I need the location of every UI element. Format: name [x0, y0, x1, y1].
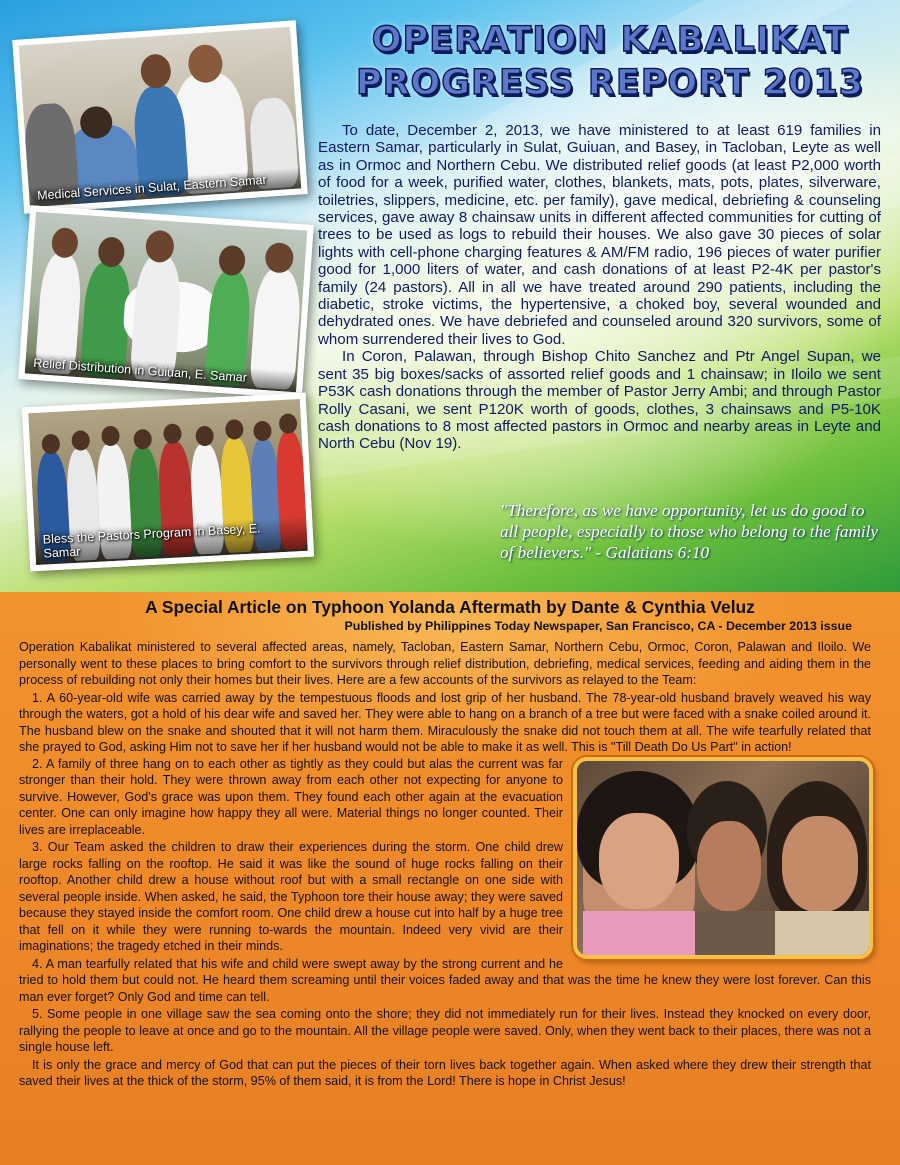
survivor-account: 1. A 60-year-old wife was carried away by the tempestuous floods and lost grip of her husband. The 78-year-old husband bravely weaved his way through the waters, got a hold of his dear wife and saved her. They were able to hang on a branch of a tree but were faced with a snake coiled around it. The husband blew on the snake and shouted that it will not harm them. Miraculously the snake did not touch them at all. The wife tearfully related that she prayed to God, asking Him not to save her if her husband would not be able to make it as well. This is "Till Death Do Us Part" in action!: [19, 690, 871, 754]
photo-caption: Bless the Pastors Program in Basey, E. Samar: [34, 516, 307, 565]
article-byline: Published by Philippines Today Newspaper, San Francisco, CA - December 2013 issue: [344, 619, 852, 633]
report-title-line2: PROGRESS REPORT 2013: [355, 63, 865, 103]
intro-paragraph: In Coron, Palawan, through Bishop Chito Sanchez and Ptr Angel Supan, we sent 35 big boxes/sacks of assorted relief goods and 1 chainsaw; in Iloilo we sent P53K cash donations through the member of Pastor Jerry Ambi; and through Pastor Rolly Casani, we sent P120K worth of goods, clothes, 3 chainsaws and P5-10K cash donations to 8 most affected pastors in Ormoc and nearby areas in Leyte and North Cebu (Nov 19).: [318, 348, 881, 453]
article-closing: It is only the grace and mercy of God that can put the pieces of their torn lives back together again. When asked where they drew their strength that saved their lives at the thick of the storm, 95% of them said, it is from the Lord! There is hope in Christ Jesus!: [19, 1057, 871, 1088]
article-intro-paragraph: Operation Kabalikat ministered to several affected areas, namely, Tacloban, Eastern Samar, Northern Cebu, Ormoc, Coron, Palawan and Iloilo. We personally went to these places to bring comfort to the survivors through relief distribution, debriefing, medical services, feeding and aiding them in the process of rebuilding not only their homes but their lives. Here are a few accounts of the survivors as relayed to the Team:: [19, 640, 871, 687]
photo-relief-distribution: [18, 205, 313, 398]
special-article-section: [0, 592, 900, 1165]
photo-caption: Medical Services in Sulat, Eastern Samar: [29, 167, 302, 207]
report-intro: [318, 122, 881, 453]
survivor-account: 2. A family of three hang on to each other as tightly as they could but alas the current was far stronger than their hold. They were thrown away from each other not expecting for anyone to survive. However, God's grace was upon them. They found each other again at the evacuation center. One can only imagine how happy they all were. Material things no longer counted. Their lives are irreplaceable.: [19, 756, 563, 837]
survivor-account: 4. A man tearfully related that his wife and child were swept away by the strong current and he tried to hold them but could not. He heard them screaming until their voices faded away and that was the time he knew they were lost forever. Can this man ever forget? Only God and time can tell.: [19, 956, 871, 1004]
photo-medical-services: [12, 20, 307, 213]
article-title: A Special Article on Typhoon Yolanda Aftermath by Dante & Cynthia Veluz: [145, 597, 755, 617]
report-title-line1: OPERATION KABALIKAT: [371, 20, 849, 60]
survivor-account: 3. Our Team asked the children to draw their experiences during the storm. One child drew large rocks falling on the rooftop. He said it was like the sound of huge rocks falling on their rooftop. Another child drew a house without roof but with a small rectangle on one side with several people inside. When asked, he said, the Typhoon tore their house away; they were saved because they stayed inside the comfort room. One child drew a house cut into half by a huge tree that fell on it while they were running to-wards the mountain. Indeed very vivid are their imaginations; the tragedy etched in their minds.: [19, 840, 563, 953]
scripture-quote: "Therefore, as we have opportunity, let us do good to all people, especially to those who belong to the family of believers." - Galatians 6:10: [500, 501, 879, 562]
photo-caption: Relief Distribution in Guiuan, E. Samar: [25, 352, 298, 392]
survivor-account: 5. Some people in one village saw the sea coming onto the shore; they did not immediately run for their lives. Instead they knocked on every door, rallying the people to leave at once and go to the mountain. All the village people were saved. Only, when they went back to their places, there was not a single house left.: [19, 1007, 871, 1054]
photo-pastors-program: [22, 393, 314, 572]
article-body: [19, 639, 871, 1091]
children-photo-icon: [573, 757, 873, 959]
intro-paragraph: To date, December 2, 2013, we have ministered to at least 619 families in Eastern Samar, particularly in Sulat, Guiuan, and Basey, in Tacloban, Leyte as well as in Ormoc and Northern Cebu. We distributed relief goods (at least P2,000 worth of food for a week, purified water, clothes, blankets, mats, pots, plates, silverware, toiletries, slippers, medicine, etc. per family), gave medical, debriefing & counseling services, gave away 8 chainsaw units in different affected communities for cutting of trees to be used as logs to rebuild their houses. We also gave 30 pieces of solar lights with cell-phone charging features & AM/FM radio, 196 pieces of water purifier good for 1,000 liters of water, and cash donations of at least P2-4K per pastor's family (24 pastors). All in all we have treated around 290 patients, including the diabetic, stroke victims, the hypertensive, a choked boy, several wounded and dehydrated ones. We have debriefed and counseled around 320 survivors, some of whom surrendered their lives to God.: [318, 122, 881, 348]
